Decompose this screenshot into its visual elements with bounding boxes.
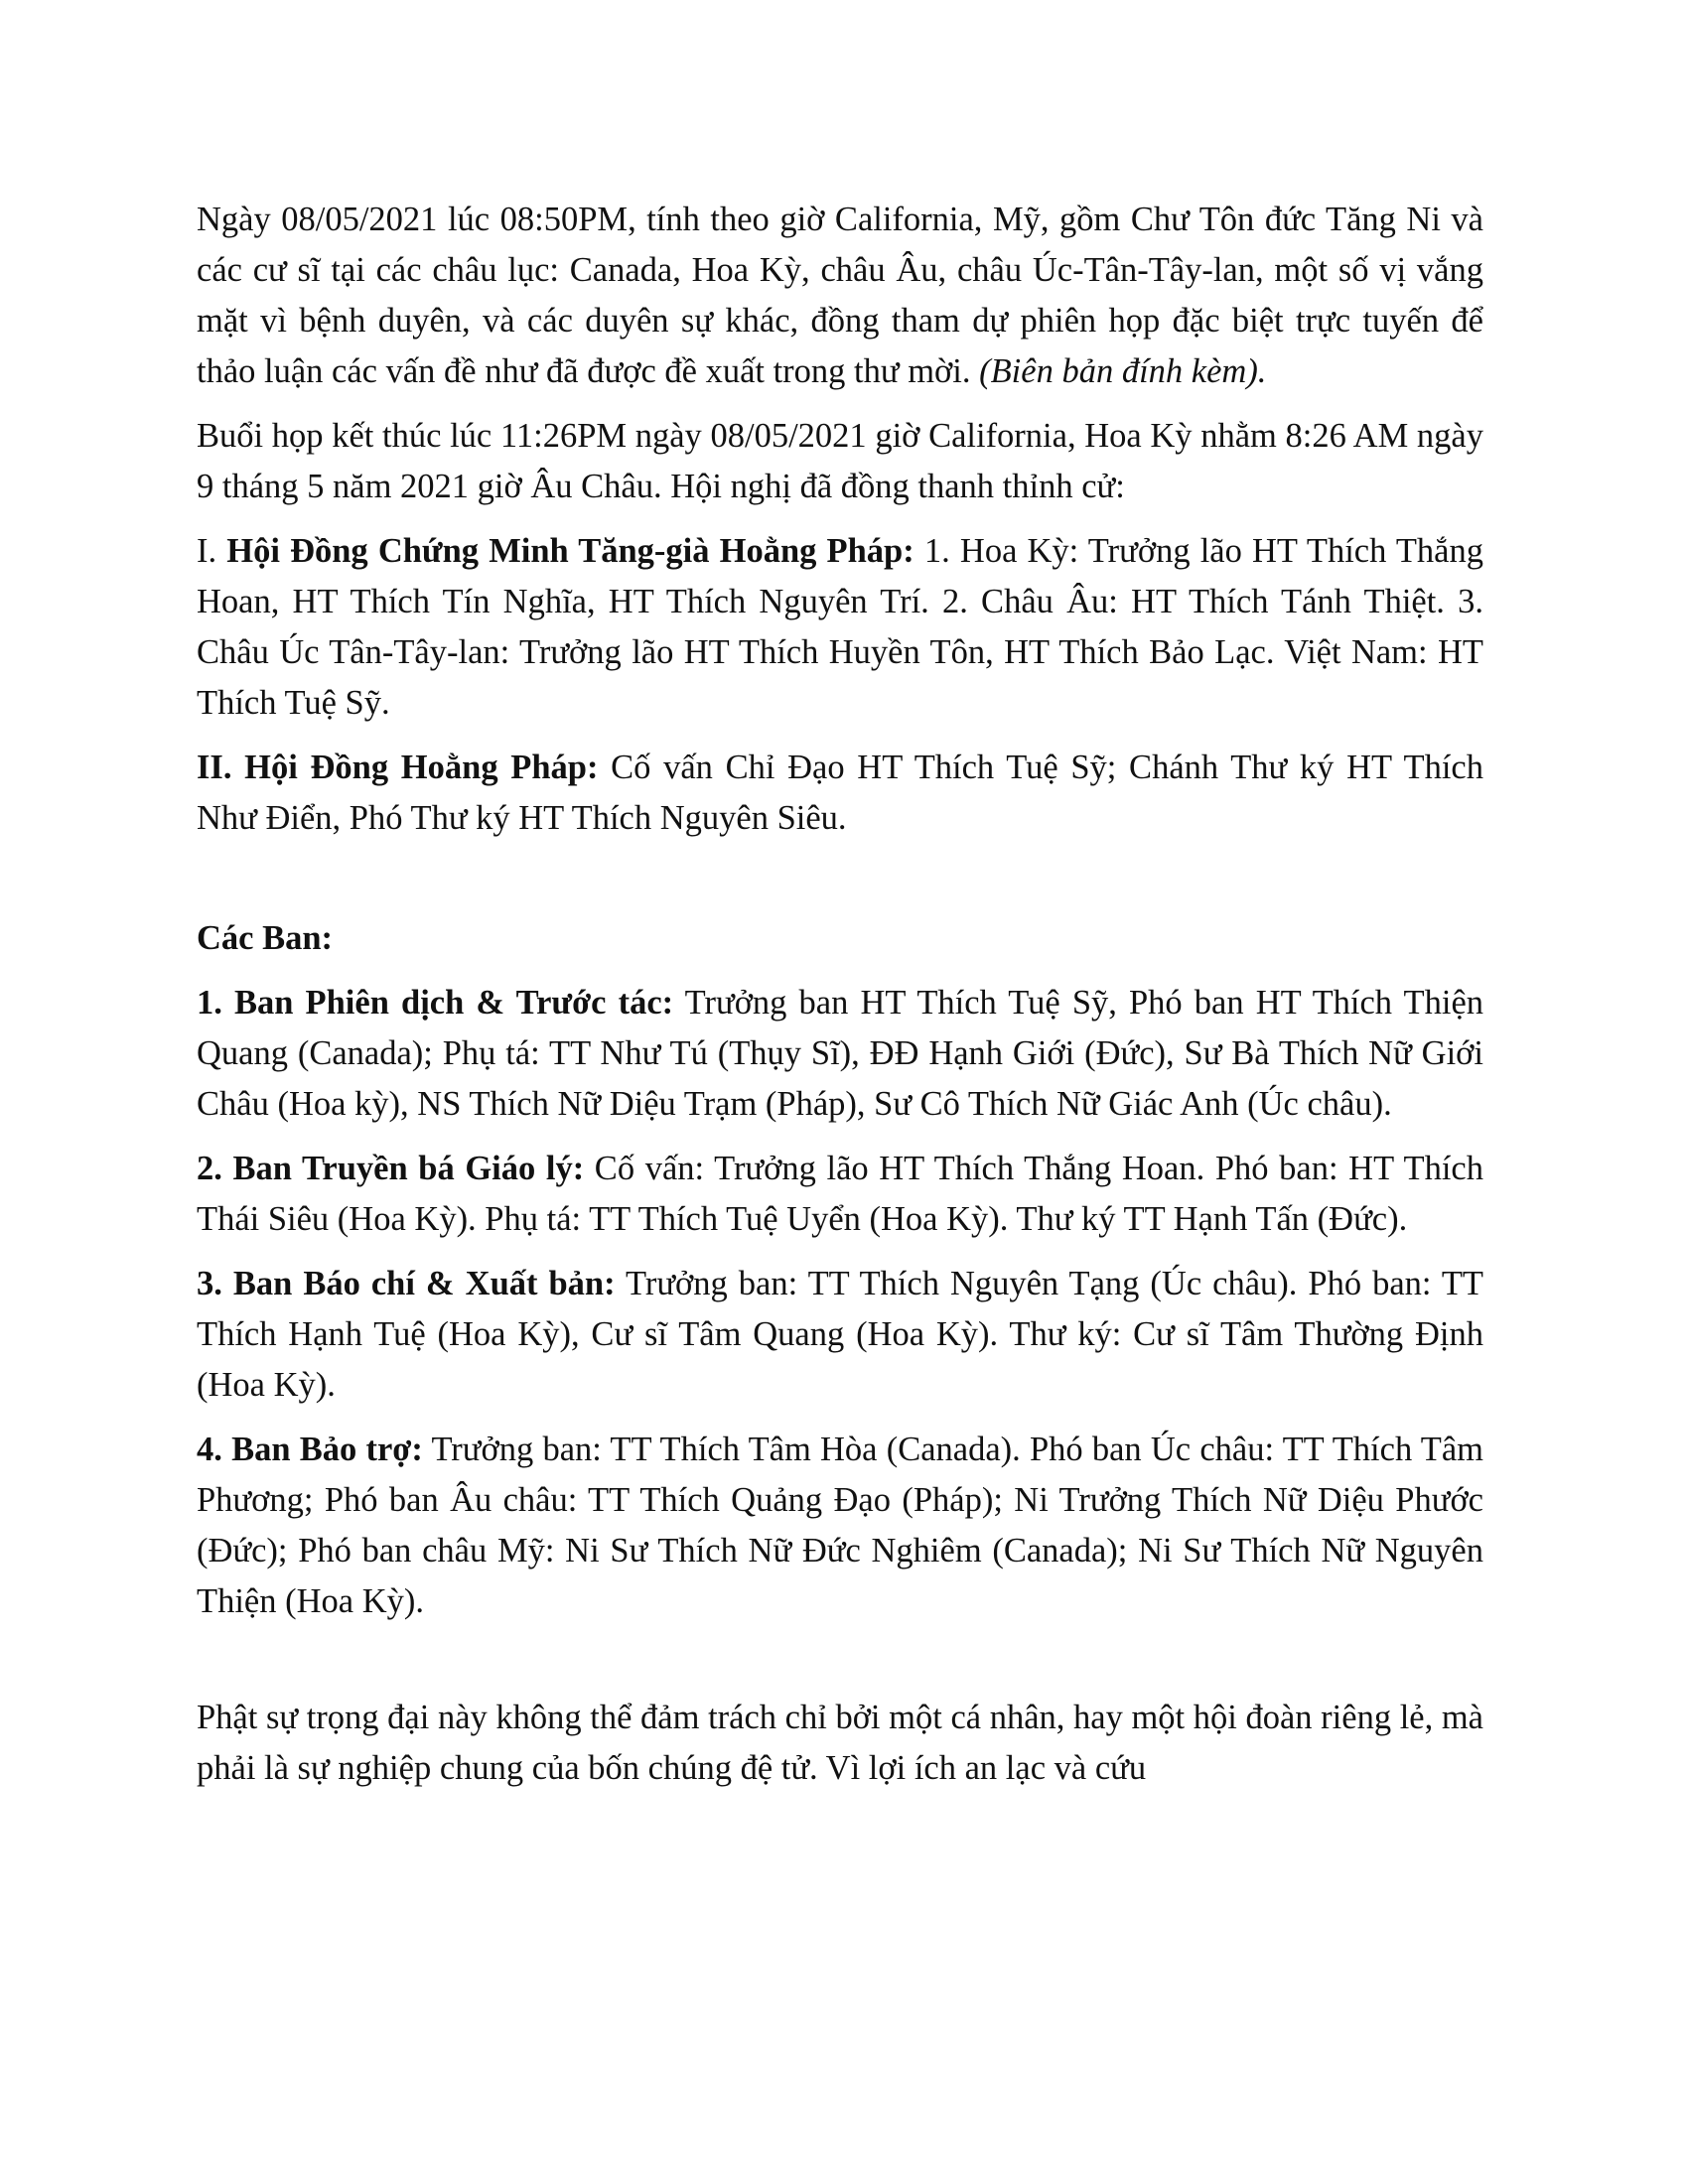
committee-text: Trưởng ban HT Thích Tuệ Sỹ, Phó ban HT Thích Thiện Quang (Canada); Phụ tá: TT Như Tú (Thụy Sĩ), ĐĐ Hạnh Giới (Đức), Sư Bà Thích Nữ Giới Châu (Hoa kỳ), NS Thích Nữ Diệu Trạm (Pháp), Sư Cô Thích Nữ Giác Anh (Úc châu). bbox=[197, 984, 1484, 1123]
document-page bbox=[197, 195, 1483, 1794]
paragraph-council-dharma bbox=[197, 743, 1483, 844]
committee-title: 4. Ban Bảo trợ: bbox=[197, 1431, 423, 1468]
paragraph-text: Ngày 08/05/2021 lúc 08:50PM, tính theo giờ California, Mỹ, gồm Chư Tôn đức Tăng Ni và các cư sĩ tại các châu lục: Canada, Hoa Kỳ, châu Âu, châu Úc-Tân-Tây-lan, một số vị vắng mặt vì bệnh duyên, và các duyên sự khác, đồng tham dự phiên họp đặc biệt trực tuyến để thảo luận các vấn đề như đã được đề xuất trong thư mời. bbox=[197, 201, 1483, 390]
paragraph-conclusion bbox=[197, 1693, 1483, 1794]
attachment-note: (Biên bản đính kèm). bbox=[979, 352, 1267, 390]
committee-text: Cố vấn: Trưởng lão HT Thích Thắng Hoan. Phó ban: HT Thích Thái Siêu (Hoa Kỳ). Phụ tá: TT Thích Tuệ Uyển (Hoa Kỳ). Thư ký TT Hạnh Tấn (Đức). bbox=[197, 1150, 1483, 1238]
paragraph-council-witness bbox=[197, 526, 1483, 729]
paragraph-meeting-opening bbox=[197, 195, 1483, 397]
committee-sponsor bbox=[197, 1425, 1483, 1627]
committee-text: Trưởng ban: TT Thích Tâm Hòa (Canada). Phó ban Úc châu: TT Thích Tâm Phương; Phó ban Âu châu: TT Thích Quảng Đạo (Pháp); Ni Trưởng Thích Nữ Diệu Phước (Đức); Phó ban châu Mỹ: Ni Sư Thích Nữ Đức Nghiêm (Canada); Ni Sư Thích Nữ Nguyên Thiện (Hoa Kỳ). bbox=[197, 1431, 1483, 1620]
committee-translation bbox=[197, 978, 1483, 1130]
committee-press bbox=[197, 1259, 1483, 1411]
heading-text: Các Ban: bbox=[197, 919, 334, 957]
paragraph-text: Phật sự trọng đại này không thể đảm trách chỉ bởi một cá nhân, hay một hội đoàn riêng lẻ, mà phải là sự nghiệp chung của bốn chúng đệ tử. Vì lợi ích an lạc và cứu bbox=[197, 1699, 1483, 1787]
paragraph-text: 1. Hoa Kỳ: Trưởng lão HT Thích Thắng Hoan, HT Thích Tín Nghĩa, HT Thích Nguyên Trí. 2. Châu Âu: HT Thích Tánh Thiệt. 3. Châu Úc Tân-Tây-lan: Trưởng lão HT Thích Huyền Tôn, HT Thích Bảo Lạc. Việt Nam: HT Thích Tuệ Sỹ. bbox=[197, 532, 1483, 722]
committees-heading bbox=[197, 913, 1483, 964]
section-title: Hội Đồng Chứng Minh Tăng-già Hoằng Pháp: bbox=[226, 532, 914, 570]
committee-teaching bbox=[197, 1144, 1483, 1245]
section-prefix: I. bbox=[197, 532, 227, 570]
committee-title: 1. Ban Phiên dịch & Trước tác: bbox=[197, 984, 674, 1022]
paragraph-meeting-closing bbox=[197, 411, 1483, 512]
paragraph-text: Buổi họp kết thúc lúc 11:26PM ngày 08/05/2021 giờ California, Hoa Kỳ nhằm 8:26 AM ngày 9 tháng 5 năm 2021 giờ Âu Châu. Hội nghị đã đồng thanh thỉnh cử: bbox=[197, 417, 1483, 505]
committee-title: 2. Ban Truyền bá Giáo lý: bbox=[197, 1150, 585, 1187]
committee-text: Trưởng ban: TT Thích Nguyên Tạng (Úc châu). Phó ban: TT Thích Hạnh Tuệ (Hoa Kỳ), Cư sĩ Tâm Quang (Hoa Kỳ). Thư ký: Cư sĩ Tâm Thường Định (Hoa Kỳ). bbox=[197, 1265, 1483, 1404]
paragraph-text: Cố vấn Chỉ Đạo HT Thích Tuệ Sỹ; Chánh Thư ký HT Thích Như Điển, Phó Thư ký HT Thích Nguyên Siêu. bbox=[197, 749, 1483, 837]
committee-title: 3. Ban Báo chí & Xuất bản: bbox=[197, 1265, 616, 1302]
section-title: II. Hội Đồng Hoằng Pháp: bbox=[197, 749, 599, 786]
